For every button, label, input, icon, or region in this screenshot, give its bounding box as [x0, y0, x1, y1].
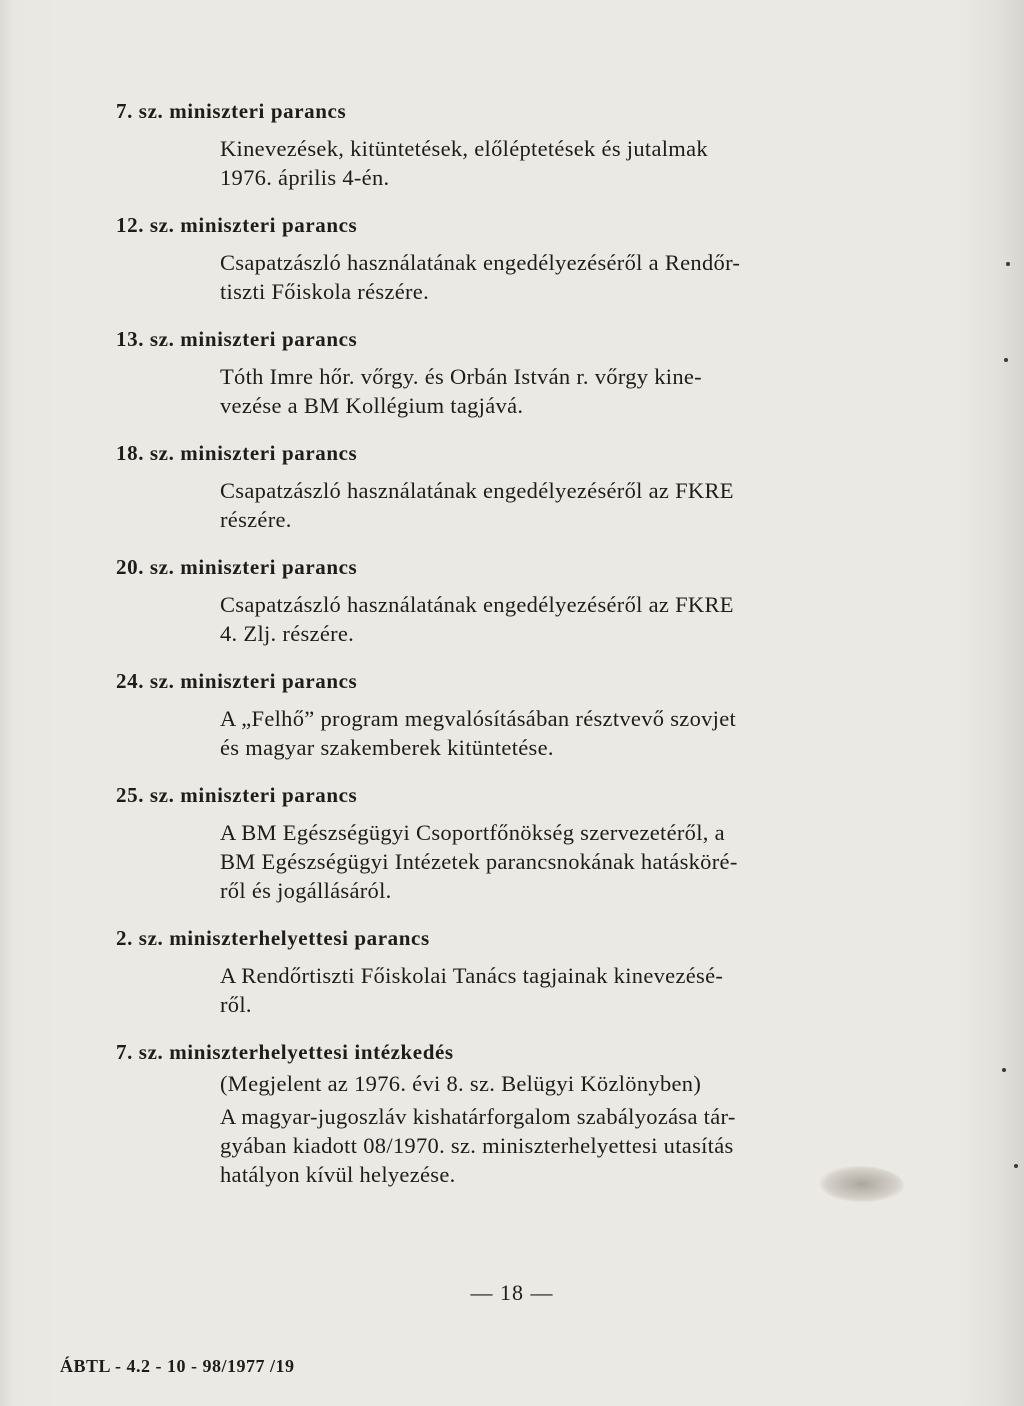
order-heading: 24. sz. miniszteri parancs — [116, 669, 358, 693]
paper-speck — [1014, 1164, 1018, 1168]
order-description: Csapatzászló használatának engedélyezéséről az FKRE részére. — [220, 478, 734, 532]
paper-speck — [1004, 358, 1008, 362]
paper-speck — [1006, 262, 1010, 266]
order-heading: 7. sz. miniszterhelyettesi intézkedés — [116, 1040, 454, 1064]
order-heading: 20. sz. miniszteri parancs — [116, 555, 358, 579]
order-description: Tóth Imre hőr. vőrgy. és Orbán István r. vőrgy kine- vezése a BM Kollégium tagjává. — [220, 364, 702, 418]
order-heading: 25. sz. miniszteri parancs — [116, 783, 358, 807]
order-entry — [116, 210, 880, 306]
order-description: Csapatzászló használatának engedélyezéséről a Rendőr- tiszti Főiskola részére. — [220, 250, 741, 304]
order-entry — [116, 923, 880, 1019]
order-heading: 2. sz. miniszterhelyettesi parancs — [116, 926, 430, 950]
order-description: Kinevezések, kitüntetések, előléptetések és jutalmak 1976. április 4-én. — [220, 136, 708, 190]
order-description: A BM Egészségügyi Csoportfőnökség szervezetéről, a BM Egészségügyi Intézetek parancsnokának hatásköré- ről és jogállásáról. — [220, 820, 738, 903]
order-heading: 13. sz. miniszteri parancs — [116, 327, 358, 351]
order-entry — [116, 780, 880, 905]
order-entry — [116, 96, 880, 192]
order-heading: 12. sz. miniszteri parancs — [116, 213, 358, 237]
order-entry — [116, 552, 880, 648]
order-list — [116, 96, 880, 1207]
order-description: Csapatzászló használatának engedélyezéséről az FKRE 4. Zlj. részére. — [220, 592, 734, 646]
order-entry — [116, 1037, 880, 1189]
order-entry — [116, 324, 880, 420]
order-description: A magyar-jugoszláv kishatárforgalom szabályozása tár- gyában kiadott 08/1970. sz. miniszterhelyettesi utasítás hatályon kívül helyezése. — [220, 1104, 736, 1187]
order-description: A „Felhő” program megvalósításában résztvevő szovjet és magyar szakemberek kitüntetése. — [220, 706, 737, 760]
paper-speck — [1002, 1068, 1006, 1072]
page-number: — 18 — — [470, 1280, 554, 1305]
publication-note: (Megjelent az 1976. évi 8. sz. Belügyi Közlönyben) — [220, 1071, 702, 1096]
archive-reference: ÁBTL - 4.2 - 10 - 98/1977 /19 — [60, 1356, 295, 1376]
order-description: A Rendőrtiszti Főiskolai Tanács tagjainak kinevezésé- ről. — [220, 963, 724, 1017]
order-heading: 18. sz. miniszteri parancs — [116, 441, 358, 465]
paper-stain — [820, 1166, 904, 1202]
order-entry — [116, 438, 880, 534]
order-heading: 7. sz. miniszteri parancs — [116, 99, 347, 123]
order-entry — [116, 666, 880, 762]
